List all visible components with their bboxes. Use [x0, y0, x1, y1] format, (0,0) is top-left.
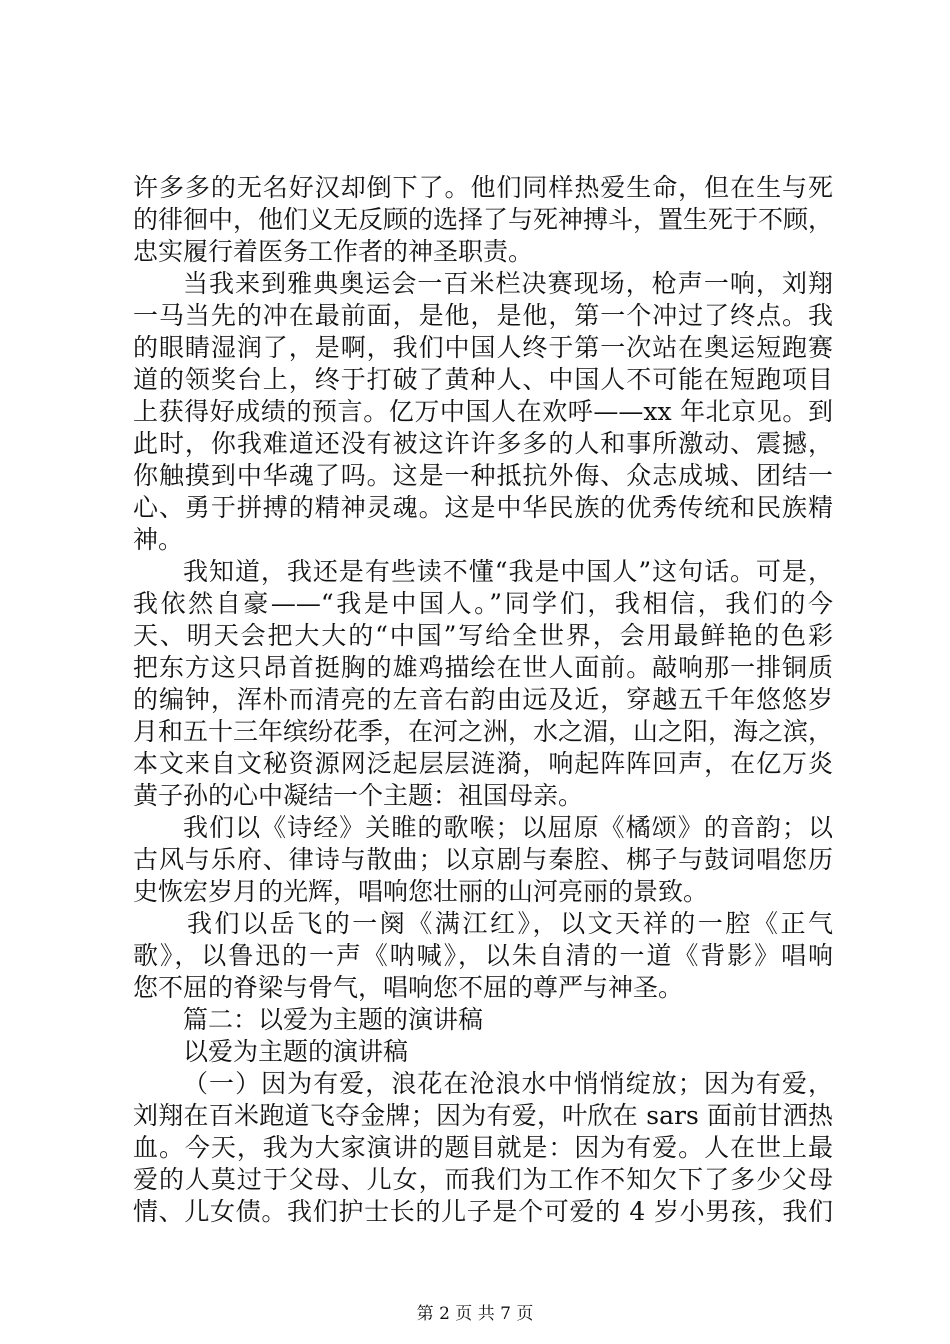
text-line: 的编钟，浑朴而清亮的左音右韵由远及近，穿越五千年悠悠岁 [133, 685, 833, 714]
page-number: 第 2 页 共 7 页 [416, 1304, 534, 1324]
text-line: 神。 [133, 525, 184, 554]
text-line: 爱的人莫过于父母、儿女，而我们为工作不知欠下了多少父母 [133, 1165, 833, 1194]
text-line: 本文来自文秘资源网泛起层层涟漪，响起阵阵回声，在亿万炎 [133, 749, 833, 778]
text-line: 一马当先的冲在最前面，是他，是他，第一个冲过了终点。我 [133, 301, 833, 330]
text-line: 黄子孙的心中凝结一个主题：祖国母亲。 [133, 781, 584, 810]
text-line: 古风与乐府、律诗与散曲；以京剧与秦腔、梆子与鼓词唱您历 [133, 845, 833, 874]
text-line: 月和五十三年缤纷花季，在河之洲，水之湄，山之阳，海之滨， [133, 717, 834, 746]
text-line: 的眼睛湿润了，是啊，我们中国人终于第一次站在奥运短跑赛 [133, 333, 833, 362]
text-line: 你触摸到中华魂了吗。这是一种抵抗外侮、众志成城、团结一 [133, 461, 833, 490]
article-title: 以爱为主题的演讲稿 [183, 1037, 409, 1066]
text-line: 我依然自豪——“我是中国人。”同学们，我相信，我们的今 [133, 589, 833, 618]
text-line: 史恢宏岁月的光辉，唱响您壮丽的山河亮丽的景致。 [133, 877, 709, 906]
text-line: 天、明天会把大大的“中国”写给全世界，会用最鲜艳的色彩 [133, 621, 833, 650]
text-line: 心、勇于拼搏的精神灵魂。这是中华民族的优秀传统和民族精 [133, 493, 833, 522]
text-line: 此时，你我难道还没有被这许许多多的人和事所激动、震撼， [133, 429, 833, 458]
text-line: 情、儿女债。我们护士长的儿子是个可爱的 4 岁小男孩，我们 [133, 1197, 833, 1226]
text-line: 道的领奖台上，终于打破了黄种人、中国人不可能在短跑项目 [133, 365, 833, 394]
section-heading: 篇二：以爱为主题的演讲稿 [183, 1005, 484, 1034]
text-line: 当我来到雅典奥运会一百米栏决赛现场，枪声一响，刘翔 [183, 269, 833, 298]
text-line: 许多多的无名好汉却倒下了。他们同样热爱生命，但在生与死 [133, 173, 833, 202]
text-line: 的徘徊中，他们义无反顾的选择了与死神搏斗，置生死于不顾， [133, 205, 834, 234]
text-line: （一）因为有爱，浪花在沧浪水中悄悄绽放；因为有爱， [183, 1069, 833, 1098]
text-line: 忠实履行着医务工作者的神圣职责。 [133, 237, 534, 266]
text-line: 刘翔在百米跑道飞夺金牌；因为有爱，叶欣在 sars 面前甘洒热 [133, 1101, 833, 1130]
text-line: 把东方这只昂首挺胸的雄鸡描绘在世人面前。敲响那一排铜质 [133, 653, 833, 682]
text-line: 您不屈的脊梁与骨气，唱响您不屈的尊严与神圣。 [133, 973, 684, 1002]
text-line: 歌》，以鲁迅的一声《呐喊》，以朱自清的一道《背影》唱响 [133, 941, 833, 970]
text-line: 我知道，我还是有些读不懂“我是中国人”这句话。可是， [183, 557, 833, 586]
text-line: 血。今天，我为大家演讲的题目就是：因为有爱。人在世上最 [133, 1133, 833, 1162]
text-line: 我们以岳飞的一阕《满江红》，以文天祥的一腔《正气 [187, 909, 833, 938]
text-line: 我们以《诗经》关睢的歌喉；以屈原《橘颂》的音韵；以 [183, 813, 833, 842]
text-line: 上获得好成绩的预言。亿万中国人在欢呼——xx 年北京见。到 [133, 397, 833, 426]
